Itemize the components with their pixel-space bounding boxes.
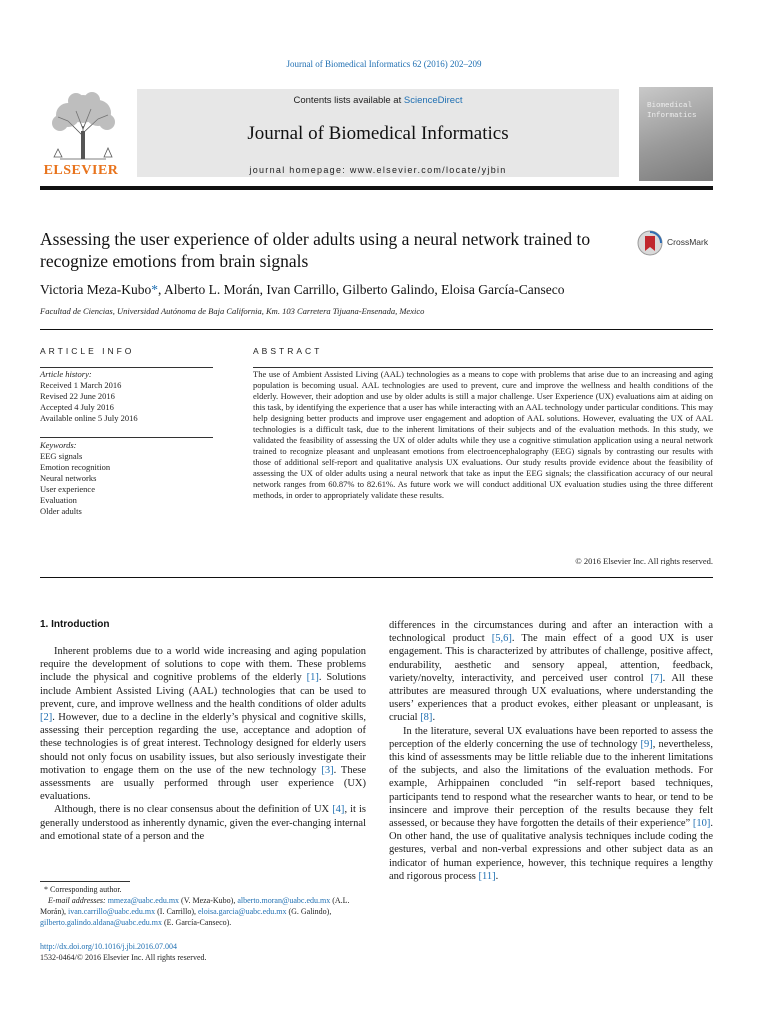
history-accepted: Accepted 4 July 2016 xyxy=(40,402,114,412)
section-rule xyxy=(40,329,713,330)
keyword: Evaluation xyxy=(40,495,77,505)
masthead xyxy=(40,87,713,182)
homepage-prefix: journal homepage: xyxy=(249,165,350,175)
history-online: Available online 5 July 2016 xyxy=(40,413,138,423)
cover-title: Biomedical Informatics xyxy=(647,102,697,120)
abstract-rule xyxy=(253,367,713,368)
paragraph: Although, there is no clear consensus about the definition of UX [4], it is generally understood as inherently dynamic, given the ever-changing internal and emotional state of a person and the xyxy=(40,804,366,842)
article-info-rule xyxy=(40,367,213,368)
journal-cover-image[interactable] xyxy=(639,87,713,181)
keywords-rule xyxy=(40,437,213,438)
article-history xyxy=(40,369,215,424)
history-revised: Revised 22 June 2016 xyxy=(40,391,115,401)
elsevier-logo[interactable] xyxy=(40,87,130,182)
header-rule xyxy=(40,186,713,190)
crossmark-icon xyxy=(637,230,663,256)
keyword: Neural networks xyxy=(40,473,97,483)
citation-link[interactable]: [5,6] xyxy=(491,633,512,645)
homepage-url[interactable]: www.elsevier.com/locate/yjbin xyxy=(349,165,507,175)
issn-line: 1532-0464/© 2016 Elsevier Inc. All rights reserved. xyxy=(40,953,207,962)
author-list: Victoria Meza-Kubo*, Alberto L. Morán, Ivan Carrillo, Gilberto Galindo, Eloisa García-Canseco xyxy=(40,282,565,297)
crossmark-badge[interactable] xyxy=(637,230,717,258)
keyword: EEG signals xyxy=(40,451,83,461)
abstract-copyright: © 2016 Elsevier Inc. All rights reserved. xyxy=(575,556,713,566)
author-2: Alberto L. Morán xyxy=(164,282,260,297)
history-received: Received 1 March 2016 xyxy=(40,380,122,390)
elsevier-tree-icon xyxy=(46,91,120,161)
abstract-heading: ABSTRACT xyxy=(253,346,323,356)
corresponding-author-mark[interactable]: * xyxy=(151,282,159,297)
author-5: Eloisa García-Canseco xyxy=(441,282,565,297)
citation-link[interactable]: [1] xyxy=(306,672,319,684)
journal-homepage xyxy=(137,165,619,175)
body-column-left xyxy=(40,645,366,843)
section-heading-introduction: 1. Introduction xyxy=(40,619,110,630)
email-link[interactable]: ivan.carrillo@uabc.edu.mx xyxy=(68,907,156,916)
paragraph: Inherent problems due to a world wide increasing and aging population require the development of solutions to cope with them. These problems include the physical and cognitive problems of the elderly [1]. Solutions include Ambient Assisted Living (AAL) technologies that can be used to prevent, cure, and improve wellness and the health conditions of older adults [2]. However, due to a decline in the elderly’s physical and cognitive skills, assessing their perception regarding the use, acceptance and adoption of these technologies is of great interest. Technology designed for elderly users should not only focus on usability issues, but also seriously investigate their motivation to engage them on the use of the new technology [3]. These assessments are usually performed through user experience (UX) evaluations. xyxy=(40,646,366,803)
history-label: Article history: xyxy=(40,369,92,379)
corresponding-footnote: * Corresponding author. xyxy=(44,885,122,894)
author-3: Ivan Carrillo xyxy=(266,282,336,297)
citation-link[interactable]: [2] xyxy=(40,712,53,724)
paragraph: differences in the circumstances during and after an interaction with a technological product [5,6]. The main effect of a good UX is user engagement. This is characterized by attributes of challenge, positive affect, endurability, aesthetic and sensory appeal, attention, feedback, variety/novelty, interactivity, and perceived user control [7]. All these attributes are measured through UX evaluations, where understanding the users’ experiences that a product evokes, either pleasant or unpleasant, is crucial [8]. xyxy=(389,620,713,724)
citation-link[interactable]: [7] xyxy=(650,672,663,684)
paragraph: In the literature, several UX evaluations have been reported to assess the perception of the elderly concerning the use of technology [9], nevertheless, this kind of assessments may be little reliable due to the inherent limitations of the subjects, and also the limitations of the evaluation methods. For example, Arhippainen concluded “in self-report based techniques, participants tend to respond what the researcher wants to hear, or tend to be insincere and improve their perception of the results because they felt assessed, or because they have forgotten the details of their experience” [10]. On other hand, the use of qualitative analysis techniques include coding the gestures, verbal and non-verbal expressions and other subject data as an indicator of human experience, however, this technique requires a lengthy and rigorous process [11]. xyxy=(389,725,713,882)
body-column-right xyxy=(389,619,713,883)
article-info-heading: ARTICLE INFO xyxy=(40,346,135,356)
contents-line xyxy=(137,95,619,106)
keyword: Older adults xyxy=(40,506,82,516)
citation-link[interactable]: [10] xyxy=(692,818,711,830)
citation-link[interactable]: [11] xyxy=(478,870,496,882)
email-link[interactable]: eloisa.garcia@uabc.edu.mx xyxy=(198,907,287,916)
doi-link[interactable]: http://dx.doi.org/10.1016/j.jbi.2016.07.004 xyxy=(40,942,177,951)
citation-link[interactable]: [9] xyxy=(640,738,653,750)
keywords xyxy=(40,440,215,517)
crossmark-label: CrossMark xyxy=(667,237,709,247)
author-4: Gilberto Galindo xyxy=(342,282,435,297)
keyword: Emotion recognition xyxy=(40,462,111,472)
email-link[interactable]: alberto.moran@uabc.edu.mx xyxy=(237,896,331,905)
citation-link[interactable]: [8] xyxy=(420,712,433,724)
article-title: Assessing the user experience of older adults using a neural network trained to recognize emotions from brain signals xyxy=(40,229,591,271)
elsevier-wordmark: ELSEVIER xyxy=(43,163,119,178)
sciencedirect-link[interactable]: ScienceDirect xyxy=(403,95,463,106)
keyword: User experience xyxy=(40,484,95,494)
body-rule xyxy=(40,577,713,578)
author-1: Victoria Meza-Kubo xyxy=(40,282,152,297)
footnote-rule xyxy=(40,881,130,882)
email-link[interactable]: gilberto.galindo.aldana@uabc.edu.mx xyxy=(40,918,162,927)
citation-link[interactable]: [3] xyxy=(321,764,334,776)
journal-citation[interactable]: Journal of Biomedical Informatics 62 (2016) 202–209 xyxy=(286,59,482,69)
keywords-label: Keywords: xyxy=(40,440,77,450)
contents-prefix: Contents lists available at xyxy=(293,95,404,106)
email-link[interactable]: mmeza@uabc.edu.mx xyxy=(107,896,180,905)
journal-title: Journal of Biomedical Informatics xyxy=(247,123,509,144)
email-footnote: E-mail addresses: mmeza@uabc.edu.mx (V. Meza-Kubo), alberto.moran@uabc.edu.mx (A.L. Morán), ivan.carrillo@uabc.edu.mx (I. Carrillo), eloisa.garcia@uabc.edu.mx (G. Galindo), gilberto.galindo.aldana@uabc.edu.mx (E. García-Canseco). xyxy=(40,896,350,927)
footnotes xyxy=(40,884,366,928)
affiliation: Facultad de Ciencias, Universidad Autónoma de Baja California, Km. 103 Carretera Tijuana-Ensenada, Mexico xyxy=(40,306,425,316)
citation-link[interactable]: [4] xyxy=(332,804,345,816)
journal-banner xyxy=(137,89,619,177)
abstract-text: The use of Ambient Assisted Living (AAL) technologies as a means to cope with problems that arise due to an increasing and aging population is becoming usual. AAL technologies are used to prevent, cure and improve the wellness and health conditions of the elderly. However, their adoption and use by older adults is still a major challenge. User Experience (UX) evaluations aim at aiding on this task, by identifying the experience that a user has while interacting with an AAL technology under particular conditions. This may help designing better products and improve user engagement and adoption of AAL solutions. However, evaluating the UX of AAL technologies is a difficult task, due to the inherent limitations of their subjects and of the evaluation methods. In this study, we validated the feasibility of assessing the UX of older adults while they use a cognitive stimulation application using a neural network trained to recognize pleasant and unpleasant emotions from electroencephalography (EEG) signals by contrasting our results with those of additional self-report and qualitative analysis UX evaluations. Our study results provide evidence about the feasibility of assessing the UX of older adults using a neural network that take as input the EEG signals; the classification accuracy of our neural network ranges from 60.87% to 82.61%. As future work we will conduct additional UX evaluation studies using the three different methods, in order to appropriately validate these results. xyxy=(253,369,713,500)
